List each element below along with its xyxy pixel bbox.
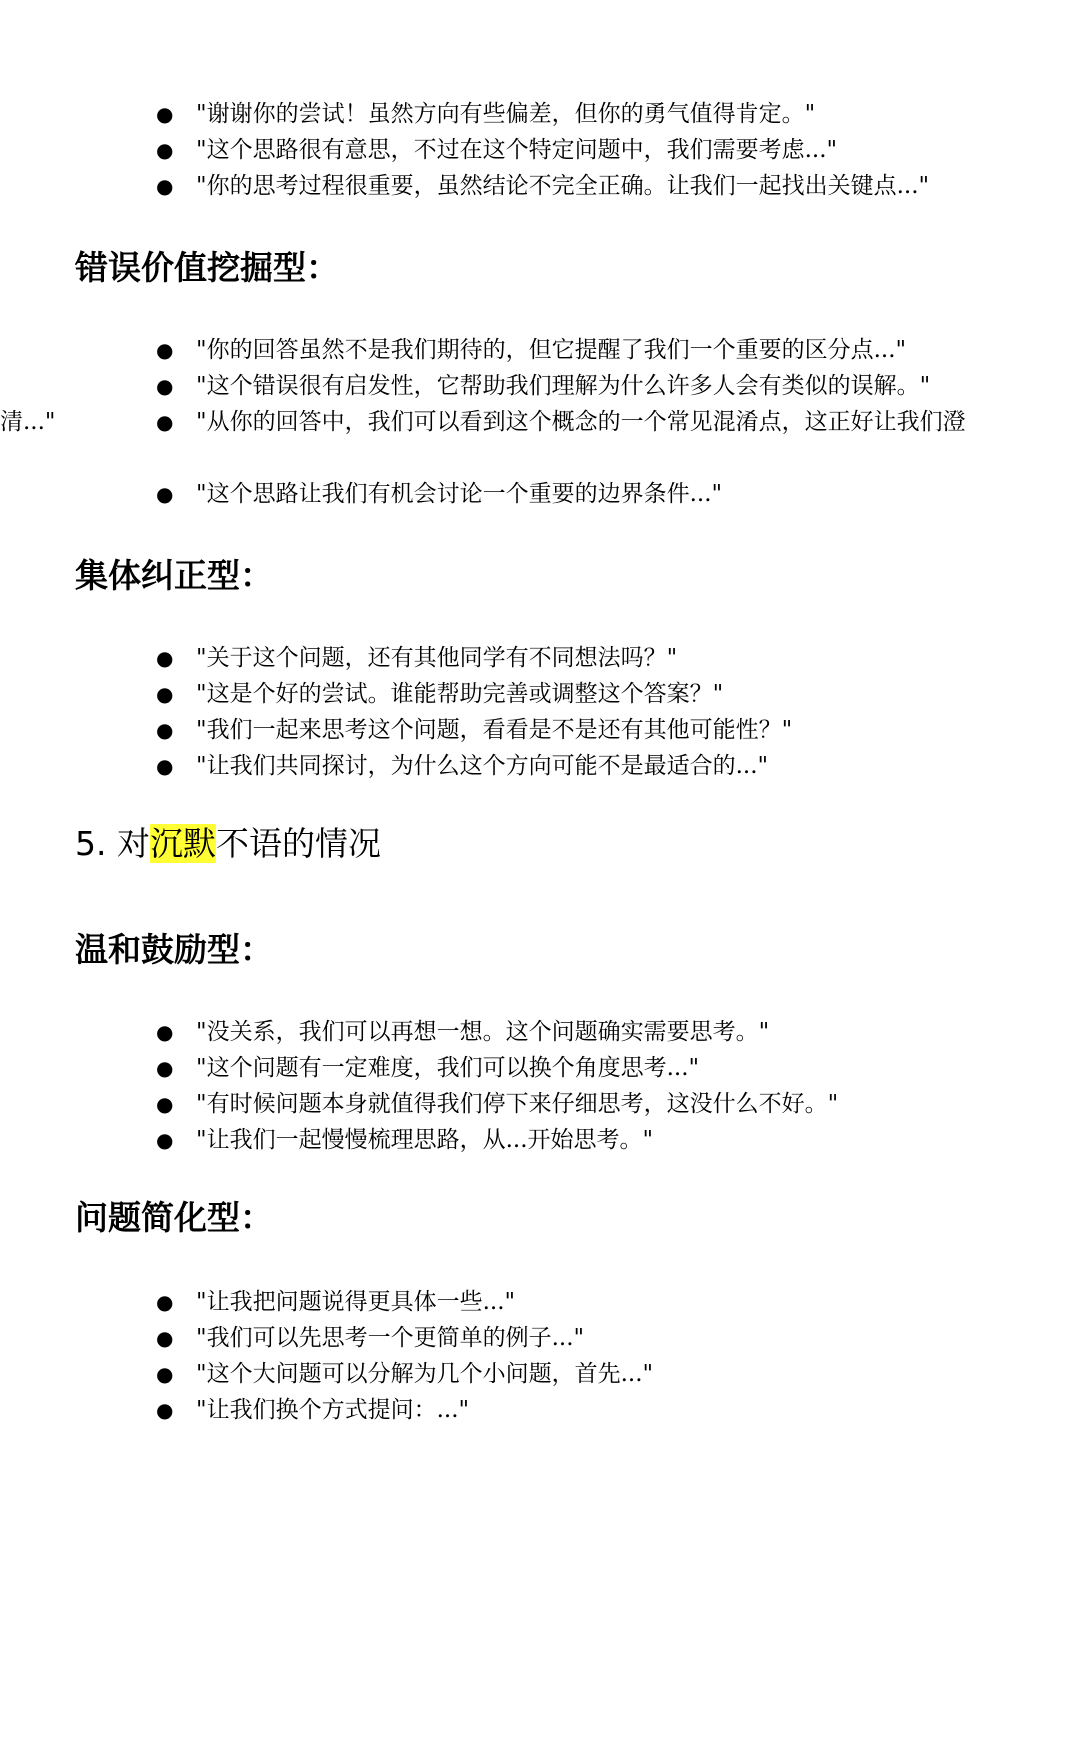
list-item [0,332,1080,368]
list-item [0,168,1080,204]
bullet-icon: ● [156,682,174,706]
list-item [0,1392,1080,1428]
heading-error-value: 错误价值挖掘型： [75,248,339,287]
list-item-text: "你的思考过程很重要，虽然结论不完全正确。让我们一起找出关键点..." [196,173,930,199]
list-item [0,1356,1080,1392]
list-item-text: "这个思路很有意思，不过在这个特定问题中，我们需要考虑..." [196,137,838,163]
list-item [0,748,1080,784]
bullet-icon: ● [156,338,174,362]
bullet-icon: ● [156,1362,174,1386]
section-5-prefix: 5. 对 [75,824,150,863]
list-item [0,476,1080,512]
bullet-icon: ● [156,410,174,434]
bullet-icon: ● [156,1326,174,1350]
list-item-text: "让我们换个方式提问：..." [196,1397,470,1423]
bullet-icon: ● [156,1092,174,1116]
heading-simplify: 问题简化型： [75,1198,273,1237]
gentle-list [0,1014,1080,1158]
list-item [0,676,1080,712]
bullet-icon: ● [156,1056,174,1080]
list-item-text: "这是个好的尝试。谁能帮助完善或调整这个答案？" [196,681,724,707]
heading-collective: 集体纠正型： [75,556,273,595]
list-item-text: "让我们一起慢慢梳理思路，从...开始思考。" [196,1127,654,1153]
bullet-icon: ● [156,754,174,778]
bullet-icon: ● [156,482,174,506]
list-item-text: "你的回答虽然不是我们期待的，但它提醒了我们一个重要的区分点..." [196,337,907,363]
list-item [0,640,1080,676]
bullet-icon: ● [156,138,174,162]
heading-gentle: 温和鼓励型： [75,930,273,969]
list-item [0,1086,1080,1122]
list-item [0,96,1080,132]
list-item-text: "这个思路让我们有机会讨论一个重要的边界条件..." [196,481,723,507]
list-item [0,132,1080,168]
list-item [0,368,1080,404]
bullet-icon: ● [156,1020,174,1044]
top-bullet-list [0,96,1080,204]
bullet-icon: ● [156,646,174,670]
highlighted-text: 沉默 [149,824,216,863]
bullet-icon: ● [156,374,174,398]
list-item [0,1122,1080,1158]
bullet-icon: ● [156,174,174,198]
list-item-text: "让我把问题说得更具体一些..." [196,1289,516,1315]
bullet-icon: ● [156,1398,174,1422]
list-item-text: "有时候问题本身就值得我们停下来仔细思考，这没什么不好。" [196,1091,839,1117]
list-item-text: "让我们共同探讨，为什么这个方向可能不是最适合的..." [196,753,769,779]
collective-list [0,640,1080,784]
list-item-text: "我们一起来思考这个问题，看看是不是还有其他可能性？" [196,717,793,743]
section-5-suffix: 不语的情况 [215,824,381,863]
list-item-text: "谢谢你的尝试！虽然方向有些偏差，但你的勇气值得肯定。" [196,101,816,127]
error-value-list [0,332,1080,512]
bullet-icon: ● [156,1128,174,1152]
list-item [0,1320,1080,1356]
list-item [0,1050,1080,1086]
list-item-text: "我们可以先思考一个更简单的例子..." [196,1325,585,1351]
list-item [0,1284,1080,1320]
list-item-text: "没关系，我们可以再想一想。这个问题确实需要思考。" [196,1019,770,1045]
bullet-icon: ● [156,102,174,126]
list-item-text: "关于这个问题，还有其他同学有不同想法吗？" [196,645,678,671]
list-item [0,712,1080,748]
simplify-list [0,1284,1080,1428]
list-item-text-continued: 清..." [0,409,56,435]
list-item [0,404,1080,476]
section-5-title [75,822,381,866]
bullet-icon: ● [156,1290,174,1314]
list-item [0,1014,1080,1050]
list-item-text: "这个问题有一定难度，我们可以换个角度思考..." [196,1055,700,1081]
list-item-text: "这个错误很有启发性，它帮助我们理解为什么许多人会有类似的误解。" [196,373,931,399]
list-item-text: "从你的回答中，我们可以看到这个概念的一个常见混淆点，这正好让我们澄 [196,409,966,435]
list-item-text: "这个大问题可以分解为几个小问题，首先..." [196,1361,654,1387]
bullet-icon: ● [156,718,174,742]
